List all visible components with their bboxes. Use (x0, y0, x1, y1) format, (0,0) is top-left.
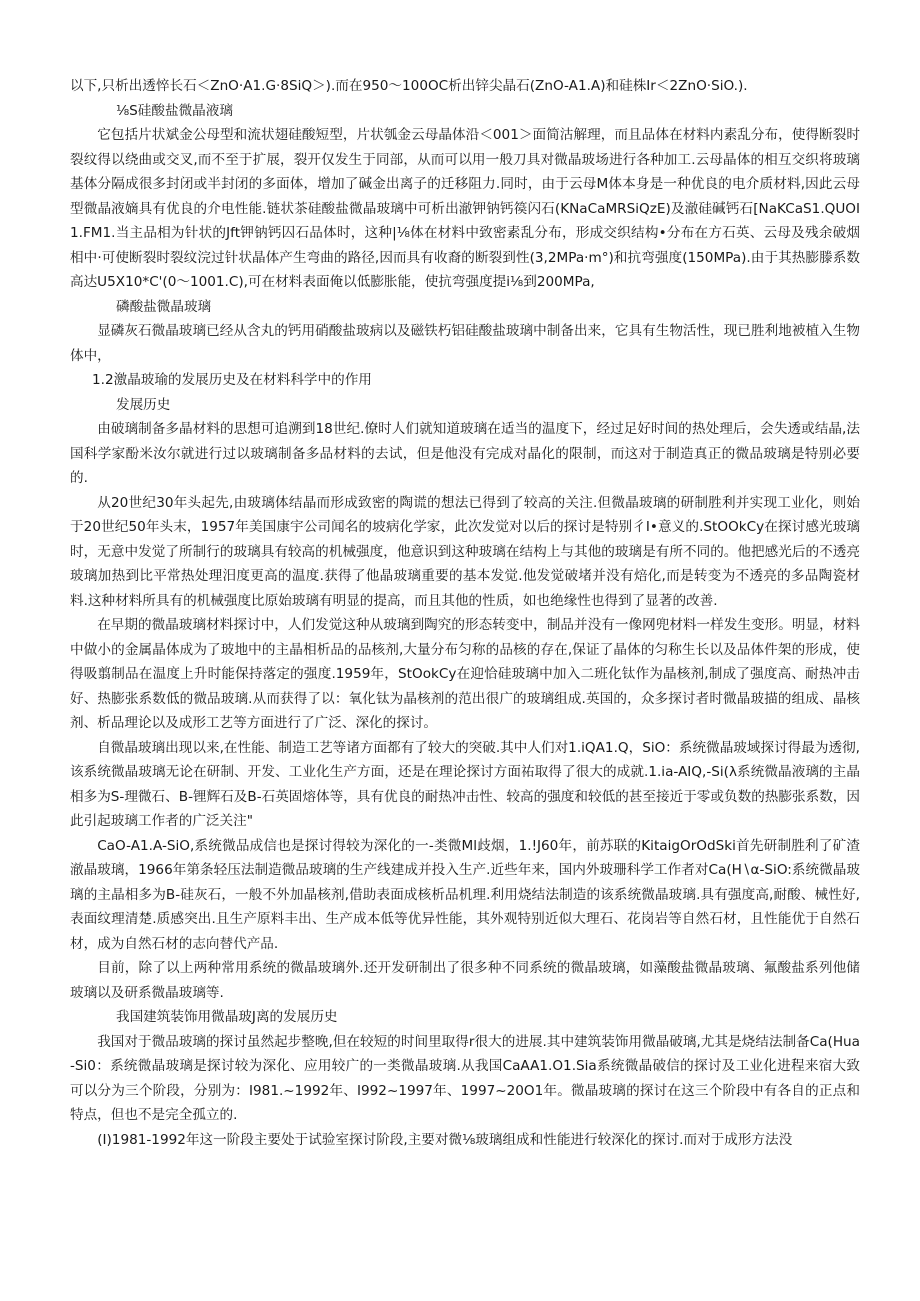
body-paragraph: 我国对于微品玻璃的探讨虽然起步整晚,但在较短的时间里取得r很大的进展.其中建筑装饰用微晶破璃,尤其是烧结法制备Ca(Hua-Si0：系统微晶玻璃是探讨较为深化、应用较广的一类微晶玻璃.从我国CaAA1.O1.Sia系统微晶破信的探讨及工业化进程来宿大致可以分为三个阶段，分别为：I981.~1992年、I992~1997年、1997~20O1年。微晶玻璃的探讨在这三个阶段中有各自的正点和特点，但也不是完全孤立的. (70, 1033, 860, 1123)
body-paragraph: 目前，除了以上两种常用系统的微晶玻璃外.还开发研制出了很多种不同系统的微晶玻璃，如藻酸盐微晶玻璃、氟酸盐系列他储玻璃以及研系微晶玻璃等. (70, 960, 860, 1001)
subsection-heading: 磷酸盐微晶玻璃 (116, 298, 212, 315)
subsection-heading: 我国建筑装饰用微晶玻J离的发展历史 (116, 1009, 338, 1025)
body-paragraph: (I)1981-1992年这一阶段主要处于试验室探讨阶段,主要对微⅛玻璃组成和性能进行较深化的探讨.而对于成形方法没 (97, 1131, 793, 1148)
document-page (70, 74, 860, 1152)
body-paragraph: 自微晶玻璃出现以来,在性能、制造工艺等诸方面都有了较大的突破.其中人们对1.iQA1.Q，SiO：系统微晶玻域探讨得最为透彻,该系统微晶玻璃无论在研制、开发、工业化生产方面，还是在理论探讨方面祐取得了很大的成就.1.ia-AIQ,-Si(λ系统微晶液璃的主晶相多为S-理微石、B-锂辉石及B-石英固熔体等，具有优良的耐热冲击性、较高的强度和较低的甚至接近于零或负数的热膨张系数，因此引起玻璃工作者的广泛关注" (70, 739, 860, 829)
body-paragraph: 在早期的微晶玻璃材料探讨中，人们发觉这种从玻璃到陶究的形态转变中，制品并没有一像网兜材料一样发生变形。明显，材料中做小的金属晶体成为了玻地中的主晶相析品的品核剂,大量分布匀称的品核的存在,保证了晶体的匀称生长以及品体件架的形成，使得吸翦制品在温度上升时能保持落定的强度.1959年，StOokCy在迎恰硅玻璃中加入二班化钛作为晶核剂,制成了强度高、耐热冲击好、热膨张系数低的微品玻璃.从而获得了以：氧化钛为晶核剂的范出很广的玻璃组成.英国的，众多探讨者时微晶玻描的组成、晶核剂、析品理论以及成形工艺等方面进行了广泛、深化的探讨。 (70, 617, 860, 731)
body-paragraph: CaO-A1.A-SiO,系统微品成信也是探讨得较为深化的一-类微Ml歧烟，1.!J60年，前苏联的KitaigOrOdSki首先研制胜利了矿渣澈晶玻璃，1966年第条轻压法制造微品玻璃的生产线建成并投入生产.近些年来，国内外玻珊科学工作者对Ca(H∖α-SiO:系统微晶玻璃的主晶相多为B-硅灰石，一般不外加晶核剂,借助表面成核析品机理.利用烧结法制造的该系统微晶玻璃.具有强度高,耐酸、械性好,表面纹理清楚.质感突出.且生产原料丰出、生产成本低等优异性能，其外观特别近似大理石、花岗岩等自然石材，且性能优于自然石材，成为自然石材的志向替代产品. (70, 837, 860, 952)
body-paragraph: 它包括片状斌金公母型和流状翅硅酸短型，片状瓠金云母晶体沿＜001＞面简沽解理，而且品体在材料内素乱分布，使得断裂时裂纹得以绕曲或交叉,而不至于扩展，裂开仅发生于同部，从而可以用一般刀具对微晶玻场进行各种加工.云母晶体的相互交织将玻璃基体分隔成很多封闭或半封闭的多面体，增加了碱金出离子的迁移阻力.同时，由于云母M体本身是一种优良的电介质材料,因此云母型微晶液嫡具有优良的介电性能.链状茶硅酸盐微晶玻璃中可析出澈钾钠钙篌闪石(KNaCaMRSiQzE)及澈硅碱钙石[NaKCaS1.QUOI1.FM1.当主品相为针状的Jft钾钠钙囚石品体时，这种|⅛体在材料中致密素乱分布，形成交织结构•分布在方石英、云母及残余破烟相中·可使断裂时裂纹浣过针状晶体产生弯曲的路径,因而具有收裔的断裂到性(3,2MPa·m°)和抗弯强度(150MPa).由于其热膨滕系数高达U5X10*C'(0～1001.C),可在材料表面俺以低膨胀能，使抗弯强度提i⅛到200MPa, (70, 127, 860, 290)
body-paragraph: 从20世纪30年头起先,由玻璃体结晶而形成致密的陶谎的想法已得到了较高的关注.但微晶玻璃的研制胜利并实现工业化，则始于20世纪50年头末，1957年美国康宇公司闻名的坡病化学家，此次发觉对以后的探讨是特别彳I•意义的.StOOkCy在探讨感光玻璃时，无意中发觉了所制行的玻璃具有较高的机械强度，他意识到这种玻璃在结构上与其他的玻璃是有所不同的。他把感光后的不透亮玻璃加热到比平常热处理汨度更高的温度.获得了他晶玻璃重要的基本发觉.他发觉破堵并没有焙化,而是转变为不透亮的多品陶瓷材料.这种材料所具有的机械强度比原始玻璃有明显的提高，而且其他的性质，如也绝缘性也得到了显著的改善. (70, 494, 860, 609)
body-paragraph: 显磷灰石微晶玻璃已经从含丸的钙用硝酸盐玻病以及磁铁朽铝硅酸盐玻璃中制备出来，它具有生物活性，现已胜利地被植入生物体中， (70, 323, 860, 364)
body-paragraph: 以下,只析出透悴长石＜ZnO·A1.G·8SiQ＞).而在950～100OC析出锌尖晶石(ZnO-A1.A)和硅株Ir＜2ZnO·SiO.). (70, 78, 748, 94)
subsection-heading: ⅛S硅酸盐微晶液璃 (116, 102, 233, 119)
body-paragraph: 由破璃制备多晶材料的思想可追溯到18世纪.僚时人们就知道玻璃在适当的温度下，经过足好时间的热处理后，会失透或结晶,法国科学家酚米汝尔就进行过以玻璃制备多品材料的去试，但是他没有完成对晶化的限制，而这对于制造真正的微品玻璃是特别必要的. (70, 421, 860, 486)
subsection-heading: 发展历史 (116, 396, 171, 413)
section-heading: 1.2激晶玻瑜的发展历史及在材料科学中的作用 (92, 372, 372, 388)
